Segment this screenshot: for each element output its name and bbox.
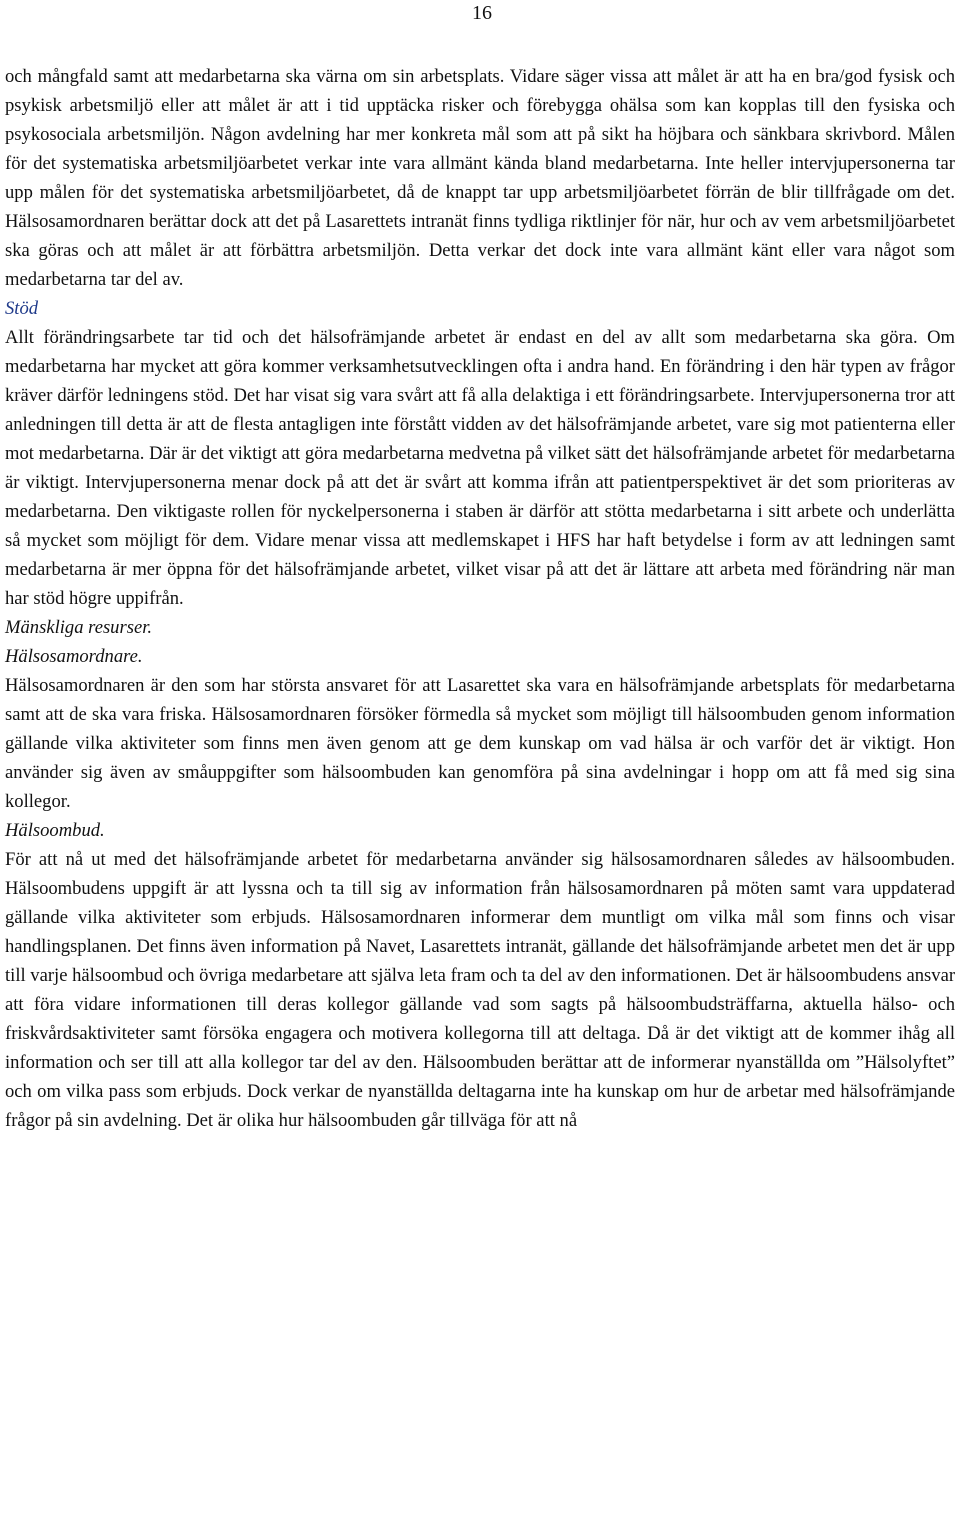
subheading-health-representative: Hälsoombud. [5, 820, 105, 841]
paragraph-health-representative: För att nå ut med det hälsofrämjande arbetet för medarbetarna använder sig hälsosamordnaren således av hälsoombuden. Hälsoombudens uppgift är att lyssna och ta till sig av information från hälsosamordnaren på möten samt vara uppdaterad gällande vilka aktiviteter som erbjuds. Hälsosamordnaren informerar dem muntligt om vilka mål som finns och visar handlingsplanen. Det finns även information på Navet, Lasarettets intranät, gällande det hälsofrämjande arbetet men det är upp till varje hälsoombud och övriga medarbetare att själva leta fram och ta del av den informationen. Det är hälsoombudens ansvar att föra vidare informationen till deras kollegor gällande vad som sagts på hälsoombudsträffarna, aktuella hälso- och friskvårdsaktiviteter samt försöka engagera och motivera kollegorna till att deltaga. Då är det viktigt att de kommer ihåg all information och ser till att alla kollegor tar del av den. Hälsoombuden berättar att de informerar nyanställda om ”Hälsolyftet” och om vilka pass som erbjuds. Dock verkar de nyanställda deltagarna inte ha kunskap om hur de arbetar med hälsofrämjande frågor på sin avdelning. Det är olika hur hälsoombuden går tillväga för att nå [5, 849, 956, 1131]
paragraph-support: Allt förändringsarbete tar tid och det hälsofrämjande arbetet är endast en del av allt som medarbetarna ska göra. Om medarbetarna har mycket att göra kommer verksamhetsutvecklingen ofta i andra hand. En förändring i den här typen av frågor kräver därför ledningens stöd. Det har visat sig vara svårt att få alla delaktiga i ett förändringsarbete. Intervjupersonerna tror att anledningen till detta är att de flesta antagligen inte förstått vidden av det hälsofrämjande arbetet, vare sig mot patienterna eller mot medarbetarna. Där är det viktigt att göra medarbetarna medvetna på vilket sätt det hälsofrämjande arbetet för medarbetarna är viktigt. Intervjupersonerna menar dock på att det är svårt att komma ifrån att patientperspektivet är det som prioriteras av medarbetarna. Den viktigaste rollen för nyckelpersonerna i staben är därför att stötta medarbetarna i sitt arbete och underlätta så mycket som möjligt för dem. Vidare menar vissa att medlemskapet i HFS har haft betydelse i form av att ledningen samt medarbetarna är mer öppna för det hälsofrämjande arbetet, vilket visar på att det är lättare att arbeta med förändring när man har stöd högre uppifrån. [5, 327, 955, 609]
page-number: 16 [472, 2, 492, 24]
paragraph-health-coordinator: Hälsosamordnaren är den som har största ansvaret för att Lasarettet ska vara en hälsofrämjande arbetsplats för medarbetarna samt att de ska vara friska. Hälsosamordnaren försöker förmedla så mycket som möjligt till hälsoombuden genom information gällande vilka aktiviteter som finns men även genom att ge dem kunskap om vad hälsa är och varför det är viktigt. Hon använder sig även av småuppgifter som hälsoombuden kan genomföra på sina avdelningar i hopp om att få med sig sina kollegor. [5, 675, 955, 812]
page-content [5, 62, 955, 1135]
subheading-health-coordinator: Hälsosamordnare. [5, 646, 143, 667]
section-heading-human-resources: Mänskliga resurser. [5, 617, 153, 638]
paragraph-goals: och mångfald samt att medarbetarna ska värna om sin arbetsplats. Vidare säger vissa att målet är att ha en bra/god fysisk och psykisk arbetsmiljö eller att målet är att i tid upptäcka risker och förebygga ohälsa som kan kopplas till den fysiska och psykosociala arbetsmiljön. Någon avdelning har mer konkreta mål som att på sikt ha höjbara och sänkbara skrivbord. Målen för det systematiska arbetsmiljöarbetet verkar inte vara allmänt kända bland medarbetarna. Inte heller intervjupersonerna tar upp målen för det systematiska arbetsmiljöarbetet, då de knappt tar upp arbetsmiljöarbetet förrän de blir tillfrågade om det. Hälsosamordnaren berättar dock att det på Lasarettets intranät finns tydliga riktlinjer för när, hur och av vem arbetsmiljöarbetet ska göras och att målet är att förbättra arbetsmiljön. Detta verkar det dock inte vara allmänt känt eller vara något som medarbetarna tar del av. [5, 66, 955, 290]
section-heading-stod: Stöd [5, 298, 39, 319]
